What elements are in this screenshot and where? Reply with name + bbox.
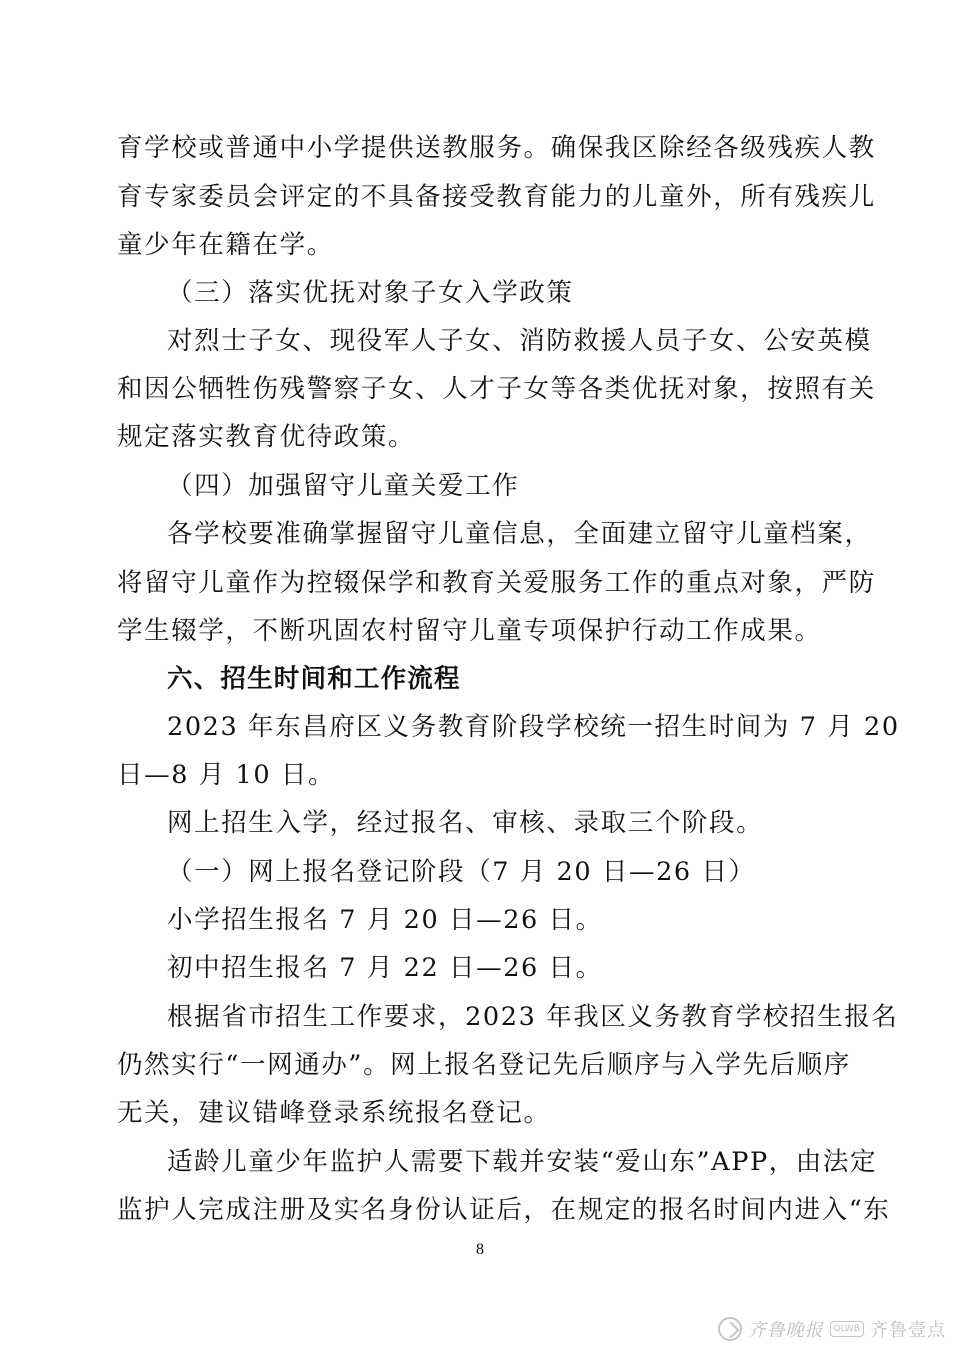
body-text-line: 育专家委员会评定的不具备接受教育能力的儿童外，所有残疾儿 bbox=[117, 182, 876, 212]
body-text-line: 监护人完成注册及实名身份认证后，在规定的报名时间内进入“东 bbox=[117, 1195, 891, 1225]
body-text-line: 根据省市招生工作要求，2023 年我区义务教育学校招生报名 bbox=[167, 1002, 899, 1032]
section-heading: （四）加强留守儿童关爱工作 bbox=[167, 471, 520, 501]
body-text-line: 童少年在籍在学。 bbox=[117, 230, 334, 260]
body-text-line: 适龄儿童少年监护人需要下载并安装“爱山东”APP，由法定 bbox=[167, 1147, 878, 1177]
body-text-line: 初中招生报名 7 月 22 日—26 日。 bbox=[167, 953, 603, 983]
body-text-line: 对烈士子女、现役军人子女、消防救援人员子女、公安英模 bbox=[167, 326, 872, 356]
circle-arrow-icon bbox=[718, 1317, 742, 1341]
body-text-line: 日—8 月 10 日。 bbox=[117, 760, 336, 790]
page-number: 8 bbox=[476, 1241, 484, 1258]
body-text-line: 规定落实教育优待政策。 bbox=[117, 422, 416, 452]
body-text-line: 和因公牺牲伤残警察子女、人才子女等各类优抚对象，按照有关 bbox=[117, 374, 876, 404]
body-text-line: 各学校要准确掌握留守儿童信息，全面建立留守儿童档案， bbox=[167, 519, 872, 549]
body-text-line: 仍然实行“一网通办”。网上报名登记先后顺序与入学先后顺序 bbox=[117, 1050, 851, 1080]
body-text-line: 2023 年东昌府区义务教育阶段学校统一招生时间为 7 月 20 bbox=[167, 712, 900, 742]
watermark-brand: 齐鲁壹点 bbox=[870, 1320, 946, 1341]
body-text-line: 学生辍学，不断巩固农村留守儿童专项保护行动工作成果。 bbox=[117, 616, 822, 646]
section-heading: （三）落实优抚对象子女入学政策 bbox=[167, 278, 574, 308]
body-text-line: 小学招生报名 7 月 20 日—26 日。 bbox=[167, 905, 603, 935]
body-text-line: 无关，建议错峰登录系统报名登记。 bbox=[117, 1098, 551, 1128]
body-text-line: 育学校或普通中小学提供送教服务。确保我区除经各级残疾人教 bbox=[117, 133, 876, 163]
watermark bbox=[718, 1315, 946, 1343]
section-heading: （一）网上报名登记阶段（7 月 20 日—26 日） bbox=[167, 857, 756, 887]
body-text-line: 将留守儿童作为控辍保学和教育关爱服务工作的重点对象，严防 bbox=[117, 568, 876, 598]
watermark-newspaper-name: 齐鲁晚报 bbox=[747, 1320, 824, 1341]
body-text-line: 网上招生入学，经过报名、审核、录取三个阶段。 bbox=[167, 808, 764, 838]
chapter-heading: 六、招生时间和工作流程 bbox=[167, 664, 461, 694]
watermark-badge: QLWB bbox=[830, 1321, 864, 1337]
